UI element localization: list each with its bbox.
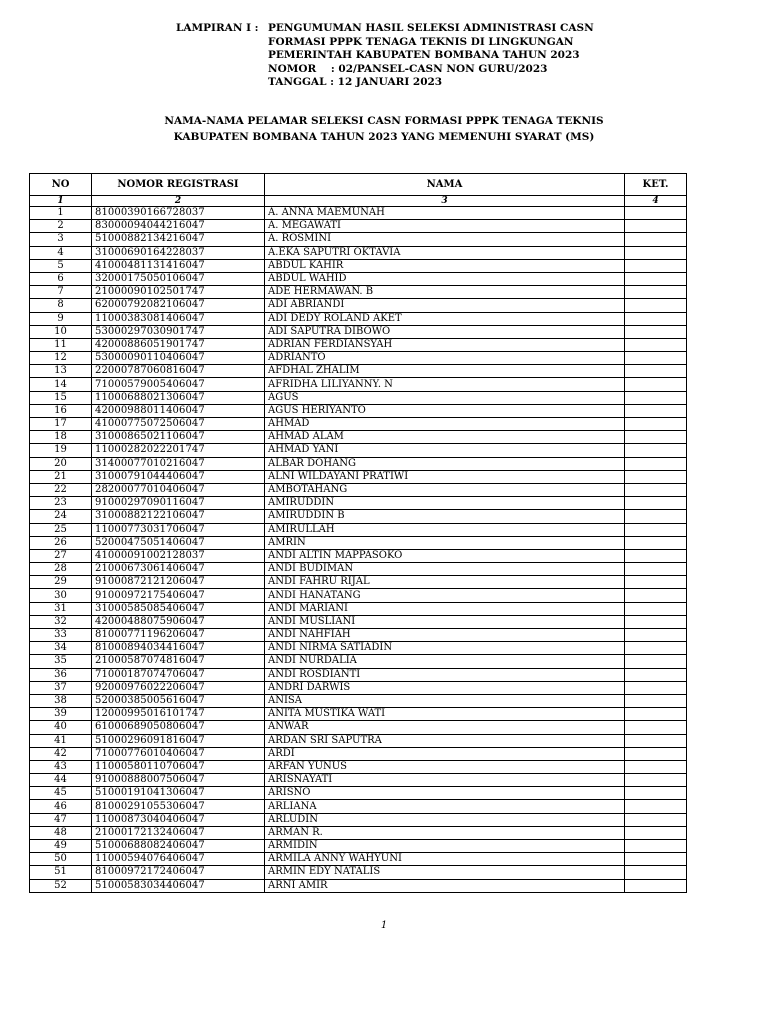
applicant-name: ABDUL KAHIR xyxy=(265,259,625,272)
remarks xyxy=(625,879,687,892)
applicant-name: A. ANNA MAEMUNAH xyxy=(265,207,625,220)
remarks xyxy=(625,787,687,800)
table-row xyxy=(30,826,687,839)
remarks xyxy=(625,549,687,562)
table-row xyxy=(30,220,687,233)
row-number: 3 xyxy=(30,233,92,246)
header-remarks: KET. xyxy=(625,174,687,196)
applicant-name: ARDAN SRI SAPUTRA xyxy=(265,734,625,747)
registration-number: 91000297090116047 xyxy=(92,497,265,510)
header-name: NAMA xyxy=(265,174,625,196)
remarks xyxy=(625,576,687,589)
registration-number: 11000282022201747 xyxy=(92,444,265,457)
applicant-name: AMBOTAHANG xyxy=(265,483,625,496)
row-number: 23 xyxy=(30,497,92,510)
applicant-name: ANDI BUDIMAN xyxy=(265,563,625,576)
applicant-name: ADI DEDY ROLAND AKET xyxy=(265,312,625,325)
row-number: 11 xyxy=(30,338,92,351)
table-row xyxy=(30,734,687,747)
registration-number: 41000481131416047 xyxy=(92,259,265,272)
registration-number: 32000175050106047 xyxy=(92,272,265,285)
registration-number: 21000090102501747 xyxy=(92,286,265,299)
table-row xyxy=(30,286,687,299)
table-row xyxy=(30,721,687,734)
registration-number: 51000296091816047 xyxy=(92,734,265,747)
index-cell: 3 xyxy=(265,196,625,207)
table-row xyxy=(30,840,687,853)
registration-number: 42000988011406047 xyxy=(92,404,265,417)
remarks xyxy=(625,378,687,391)
remarks xyxy=(625,207,687,220)
attachment-date: TANGGAL : 12 JANUARI 2023 xyxy=(268,76,443,88)
registration-number: 42000886051901747 xyxy=(92,338,265,351)
remarks xyxy=(625,365,687,378)
table-row xyxy=(30,813,687,826)
table-row xyxy=(30,259,687,272)
attachment-title-line-1: PENGUMUMAN HASIL SELEKSI ADMINISTRASI CASN xyxy=(268,22,594,34)
row-number: 4 xyxy=(30,246,92,259)
applicant-name: ANDI FAHRU RIJAL xyxy=(265,576,625,589)
table-row xyxy=(30,365,687,378)
table-row xyxy=(30,589,687,602)
table-row xyxy=(30,787,687,800)
remarks xyxy=(625,457,687,470)
table-row xyxy=(30,629,687,642)
applicant-name: AHMAD xyxy=(265,418,625,431)
table-row xyxy=(30,207,687,220)
applicant-name: AHMAD ALAM xyxy=(265,431,625,444)
registration-number: 83000094044216047 xyxy=(92,220,265,233)
table-row xyxy=(30,378,687,391)
remarks xyxy=(625,642,687,655)
applicant-name: A. MEGAWATI xyxy=(265,220,625,233)
registration-number: 11000773031706047 xyxy=(92,523,265,536)
remarks xyxy=(625,681,687,694)
applicant-name: ANDI ROSDIANTI xyxy=(265,668,625,681)
remarks xyxy=(625,338,687,351)
applicant-name: ARMILA ANNY WAHYUNI xyxy=(265,853,625,866)
table-row xyxy=(30,470,687,483)
row-number: 39 xyxy=(30,708,92,721)
registration-number: 28200077010406047 xyxy=(92,483,265,496)
applicant-name: ARISNO xyxy=(265,787,625,800)
remarks xyxy=(625,233,687,246)
registration-number: 91000972175406047 xyxy=(92,589,265,602)
document-heading xyxy=(0,113,768,145)
row-number: 50 xyxy=(30,853,92,866)
remarks xyxy=(625,483,687,496)
registration-number: 21000172132406047 xyxy=(92,826,265,839)
registration-number: 91000888007506047 xyxy=(92,774,265,787)
applicant-name: ABDUL WAHID xyxy=(265,272,625,285)
row-number: 47 xyxy=(30,813,92,826)
attachment-header xyxy=(176,22,696,90)
heading-line-2: KABUPATEN BOMBANA TAHUN 2023 YANG MEMENUHI SYARAT (MS) xyxy=(173,131,595,143)
applicant-name: ARLIANA xyxy=(265,800,625,813)
remarks xyxy=(625,800,687,813)
registration-number: 22000787060816047 xyxy=(92,365,265,378)
registration-number: 31000882122106047 xyxy=(92,510,265,523)
row-number: 15 xyxy=(30,391,92,404)
page-number: 1 xyxy=(380,920,388,931)
remarks xyxy=(625,708,687,721)
registration-number: 71000579005406047 xyxy=(92,378,265,391)
remarks xyxy=(625,444,687,457)
remarks xyxy=(625,734,687,747)
table-row xyxy=(30,853,687,866)
applicant-name: AMIRULLAH xyxy=(265,523,625,536)
table-row xyxy=(30,642,687,655)
table-row xyxy=(30,615,687,628)
row-number: 24 xyxy=(30,510,92,523)
table-row xyxy=(30,444,687,457)
row-number: 48 xyxy=(30,826,92,839)
row-number: 31 xyxy=(30,602,92,615)
registration-number: 51000583034406047 xyxy=(92,879,265,892)
applicant-name: ALBAR DOHANG xyxy=(265,457,625,470)
index-cell: 1 xyxy=(30,196,92,207)
table-row xyxy=(30,404,687,417)
index-cell: 4 xyxy=(625,196,687,207)
applicant-name: ADI ABRIANDI xyxy=(265,299,625,312)
registration-number: 51000191041306047 xyxy=(92,787,265,800)
registration-number: 11000580110706047 xyxy=(92,760,265,773)
table-row xyxy=(30,549,687,562)
applicant-name: AMRIN xyxy=(265,536,625,549)
row-number: 36 xyxy=(30,668,92,681)
row-number: 30 xyxy=(30,589,92,602)
registration-number: 52000385005616047 xyxy=(92,694,265,707)
applicant-name: ANITA MUSTIKA WATI xyxy=(265,708,625,721)
remarks xyxy=(625,220,687,233)
row-number: 40 xyxy=(30,721,92,734)
remarks xyxy=(625,694,687,707)
remarks xyxy=(625,259,687,272)
table-row xyxy=(30,523,687,536)
row-number: 27 xyxy=(30,549,92,562)
remarks xyxy=(625,853,687,866)
table-row xyxy=(30,233,687,246)
table-row xyxy=(30,866,687,879)
applicant-name: ADI SAPUTRA DIBOWO xyxy=(265,325,625,338)
header-no: NO xyxy=(30,174,92,196)
table-row xyxy=(30,536,687,549)
row-number: 2 xyxy=(30,220,92,233)
remarks xyxy=(625,404,687,417)
applicant-name: ANDI HANATANG xyxy=(265,589,625,602)
row-number: 6 xyxy=(30,272,92,285)
applicant-name: ANDI MUSLIANI xyxy=(265,615,625,628)
registration-number: 41000775072506047 xyxy=(92,418,265,431)
row-number: 21 xyxy=(30,470,92,483)
applicant-name: ADE HERMAWAN. B xyxy=(265,286,625,299)
row-number: 44 xyxy=(30,774,92,787)
remarks xyxy=(625,563,687,576)
row-number: 51 xyxy=(30,866,92,879)
remarks xyxy=(625,536,687,549)
table-row xyxy=(30,312,687,325)
row-number: 35 xyxy=(30,655,92,668)
applicant-name: ARMAN R. xyxy=(265,826,625,839)
applicant-name: ALNI WILDAYANI PRATIWI xyxy=(265,470,625,483)
remarks xyxy=(625,721,687,734)
table-row xyxy=(30,510,687,523)
applicant-table xyxy=(29,173,687,893)
registration-number: 51000688082406047 xyxy=(92,840,265,853)
remarks xyxy=(625,747,687,760)
applicant-name: ARDI xyxy=(265,747,625,760)
applicant-name: ARMIN EDY NATALIS xyxy=(265,866,625,879)
row-number: 33 xyxy=(30,629,92,642)
row-number: 25 xyxy=(30,523,92,536)
registration-number: 81000972172406047 xyxy=(92,866,265,879)
applicant-name: AFRIDHA LILIYANNY. N xyxy=(265,378,625,391)
registration-number: 53000297030901747 xyxy=(92,325,265,338)
applicant-name: AMIRUDDIN xyxy=(265,497,625,510)
remarks xyxy=(625,866,687,879)
row-number: 43 xyxy=(30,760,92,773)
applicant-name: ADRIAN FERDIANSYAH xyxy=(265,338,625,351)
row-number: 52 xyxy=(30,879,92,892)
remarks xyxy=(625,589,687,602)
registration-number: 92000976022206047 xyxy=(92,681,265,694)
applicant-name: AMIRUDDIN B xyxy=(265,510,625,523)
row-number: 46 xyxy=(30,800,92,813)
row-number: 1 xyxy=(30,207,92,220)
remarks xyxy=(625,352,687,365)
registration-number: 31000690164228037 xyxy=(92,246,265,259)
registration-number: 41000091002128037 xyxy=(92,549,265,562)
row-number: 18 xyxy=(30,431,92,444)
table-row xyxy=(30,576,687,589)
applicant-name: ANDI ALTIN MAPPASOKO xyxy=(265,549,625,562)
remarks xyxy=(625,615,687,628)
table-row xyxy=(30,747,687,760)
row-number: 34 xyxy=(30,642,92,655)
registration-number: 51000882134216047 xyxy=(92,233,265,246)
registration-number: 62000792082106047 xyxy=(92,299,265,312)
registration-number: 91000872121206047 xyxy=(92,576,265,589)
applicant-name: A. ROSMINI xyxy=(265,233,625,246)
registration-number: 61000689050806047 xyxy=(92,721,265,734)
remarks xyxy=(625,312,687,325)
row-number: 9 xyxy=(30,312,92,325)
registration-number: 71000776010406047 xyxy=(92,747,265,760)
registration-number: 31000865021106047 xyxy=(92,431,265,444)
attachment-number: NOMOR : 02/PANSEL-CASN NON GURU/2023 xyxy=(268,62,548,75)
table-row xyxy=(30,563,687,576)
applicant-name: ARNI AMIR xyxy=(265,879,625,892)
registration-number: 12000995016101747 xyxy=(92,708,265,721)
registration-number: 71000187074706047 xyxy=(92,668,265,681)
table-row xyxy=(30,391,687,404)
row-number: 26 xyxy=(30,536,92,549)
row-number: 16 xyxy=(30,404,92,417)
table-row xyxy=(30,246,687,259)
row-number: 49 xyxy=(30,840,92,853)
applicant-name: ARFAN YUNUS xyxy=(265,760,625,773)
remarks xyxy=(625,325,687,338)
registration-number: 31000585085406047 xyxy=(92,602,265,615)
registration-number: 42000488075906047 xyxy=(92,615,265,628)
applicant-name: ANDI MARIANI xyxy=(265,602,625,615)
table-row xyxy=(30,418,687,431)
row-number: 7 xyxy=(30,286,92,299)
table-row xyxy=(30,431,687,444)
remarks xyxy=(625,391,687,404)
table-row xyxy=(30,299,687,312)
table-body xyxy=(30,207,687,893)
row-number: 12 xyxy=(30,352,92,365)
row-number: 13 xyxy=(30,365,92,378)
remarks xyxy=(625,246,687,259)
registration-number: 81000390166728037 xyxy=(92,207,265,220)
attachment-title-line-3: PEMERINTAH KABUPATEN BOMBANA TAHUN 2023 xyxy=(268,49,580,61)
registration-number: 11000383081406047 xyxy=(92,312,265,325)
row-number: 22 xyxy=(30,483,92,496)
table-header-row xyxy=(30,174,687,196)
registration-number: 11000688021306047 xyxy=(92,391,265,404)
table-row xyxy=(30,760,687,773)
table-row xyxy=(30,774,687,787)
remarks xyxy=(625,840,687,853)
registration-number: 11000873040406047 xyxy=(92,813,265,826)
table-row xyxy=(30,681,687,694)
applicant-name: ANWAR xyxy=(265,721,625,734)
row-number: 29 xyxy=(30,576,92,589)
table-row xyxy=(30,457,687,470)
remarks xyxy=(625,629,687,642)
row-number: 37 xyxy=(30,681,92,694)
table-row xyxy=(30,800,687,813)
remarks xyxy=(625,760,687,773)
registration-number: 81000291055306047 xyxy=(92,800,265,813)
remarks xyxy=(625,299,687,312)
registration-number: 11000594076406047 xyxy=(92,853,265,866)
registration-number: 81000894034416047 xyxy=(92,642,265,655)
applicant-name: ANDI NIRMA SATIADIN xyxy=(265,642,625,655)
remarks xyxy=(625,510,687,523)
table-row xyxy=(30,325,687,338)
remarks xyxy=(625,272,687,285)
row-number: 5 xyxy=(30,259,92,272)
table-index-row xyxy=(30,196,687,207)
remarks xyxy=(625,668,687,681)
remarks xyxy=(625,431,687,444)
table-row xyxy=(30,668,687,681)
remarks xyxy=(625,497,687,510)
applicant-name: ANDI NAHFIAH xyxy=(265,629,625,642)
table-row xyxy=(30,602,687,615)
table-row xyxy=(30,694,687,707)
applicant-name: A.EKA SAPUTRI OKTAVIA xyxy=(265,246,625,259)
table-row xyxy=(30,879,687,892)
row-number: 20 xyxy=(30,457,92,470)
remarks xyxy=(625,826,687,839)
table-row xyxy=(30,655,687,668)
applicant-name: ARISNAYATI xyxy=(265,774,625,787)
registration-number: 21000587074816047 xyxy=(92,655,265,668)
attachment-label: LAMPIRAN I : xyxy=(176,22,259,34)
registration-number: 31400077010216047 xyxy=(92,457,265,470)
registration-number: 52000475051406047 xyxy=(92,536,265,549)
applicant-name: AGUS HERIYANTO xyxy=(265,404,625,417)
remarks xyxy=(625,813,687,826)
row-number: 14 xyxy=(30,378,92,391)
registration-number: 21000673061406047 xyxy=(92,563,265,576)
applicant-name: ANDI NURDALIA xyxy=(265,655,625,668)
table-row xyxy=(30,708,687,721)
applicant-name: ADRIANTO xyxy=(265,352,625,365)
table-row xyxy=(30,483,687,496)
applicant-name: ARLUDIN xyxy=(265,813,625,826)
registration-number: 53000090110406047 xyxy=(92,352,265,365)
remarks xyxy=(625,602,687,615)
attachment-title-line-2: FORMASI PPPK TENAGA TEKNIS DI LINGKUNGAN xyxy=(268,35,574,48)
row-number: 32 xyxy=(30,615,92,628)
heading-line-1: NAMA-NAMA PELAMAR SELEKSI CASN FORMASI PPPK TENAGA TEKNIS xyxy=(164,115,604,127)
row-number: 17 xyxy=(30,418,92,431)
applicant-name: ANDRI DARWIS xyxy=(265,681,625,694)
table-row xyxy=(30,497,687,510)
table-row xyxy=(30,352,687,365)
registration-number: 31000791044406047 xyxy=(92,470,265,483)
row-number: 38 xyxy=(30,694,92,707)
row-number: 19 xyxy=(30,444,92,457)
row-number: 41 xyxy=(30,734,92,747)
remarks xyxy=(625,655,687,668)
row-number: 8 xyxy=(30,299,92,312)
row-number: 42 xyxy=(30,747,92,760)
remarks xyxy=(625,774,687,787)
remarks xyxy=(625,286,687,299)
applicant-name: AHMAD YANI xyxy=(265,444,625,457)
applicant-name: AFDHAL ZHALIM xyxy=(265,365,625,378)
table-row xyxy=(30,272,687,285)
remarks xyxy=(625,418,687,431)
applicant-name: ANISA xyxy=(265,694,625,707)
header-registration-number: NOMOR REGISTRASI xyxy=(92,174,265,196)
remarks xyxy=(625,470,687,483)
row-number: 28 xyxy=(30,563,92,576)
row-number: 45 xyxy=(30,787,92,800)
registration-number: 81000771196206047 xyxy=(92,629,265,642)
applicant-name: AGUS xyxy=(265,391,625,404)
applicant-name: ARMIDIN xyxy=(265,840,625,853)
index-cell: 2 xyxy=(92,196,265,207)
row-number: 10 xyxy=(30,325,92,338)
remarks xyxy=(625,523,687,536)
table-row xyxy=(30,338,687,351)
